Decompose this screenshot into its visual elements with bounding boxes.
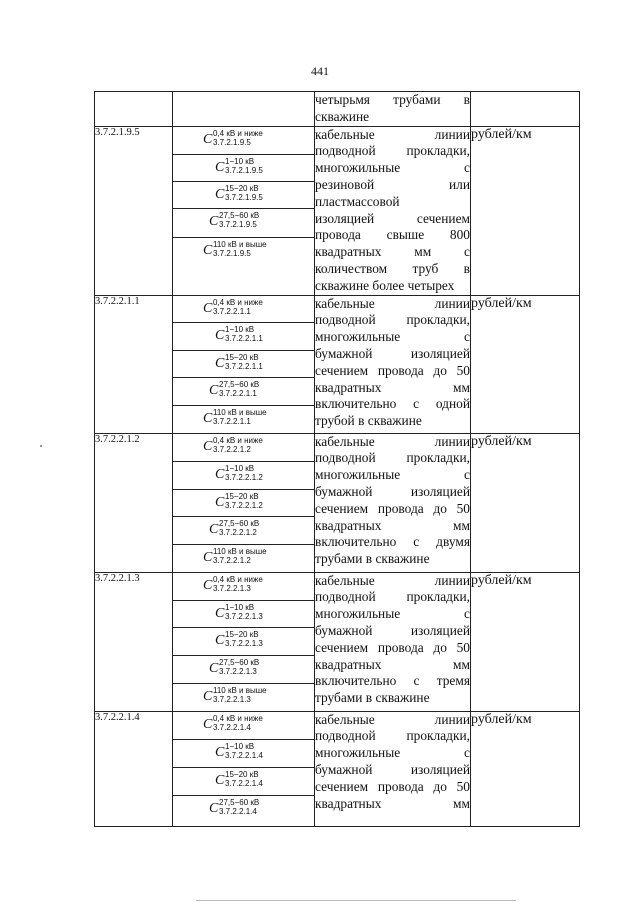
formula-superscript: 0,4 кВ и ниже xyxy=(213,713,263,723)
formula-cell xyxy=(173,126,315,295)
description-line: кабельные линии xyxy=(315,711,470,727)
description-line: квадратных мм xyxy=(315,656,470,672)
unit-cell: рублей/км xyxy=(471,572,580,711)
formula-symbol: C xyxy=(203,300,213,316)
formula-subscript: 3.7.2.2.1.4 xyxy=(213,722,251,732)
formula-superscript: 0,4 кВ и ниже xyxy=(213,128,263,138)
description-line: многожильные с xyxy=(315,329,470,345)
table-row-continuation xyxy=(95,92,580,127)
formula-superscript: 1−10 кВ xyxy=(225,463,255,473)
code-cell: 3.7.2.2.1.4 xyxy=(95,711,173,826)
formula-subscript: 3.7.2.2.1.1 xyxy=(225,361,263,371)
description-line: бумажной изоляцией xyxy=(315,622,470,638)
formula-subscript: 3.7.2.1.9.5 xyxy=(225,165,263,175)
formula-symbol: C xyxy=(215,186,225,202)
formula-symbol: C xyxy=(209,521,219,537)
formula-symbol: C xyxy=(209,382,219,398)
table-row xyxy=(95,572,580,711)
formula-subscript: 3.7.2.1.9.5 xyxy=(213,137,251,147)
formula-symbol: C xyxy=(203,716,213,732)
unit-cell: рублей/км xyxy=(471,711,580,826)
formula-superscript: 27,5−60 кВ xyxy=(219,518,260,528)
description-line: кабельные линии xyxy=(315,295,470,311)
formula-symbol: C xyxy=(215,744,225,760)
formula-superscript: 15−20 кВ xyxy=(225,769,259,779)
formula-symbol: C xyxy=(203,688,213,704)
description-line: подводной прокладки, xyxy=(315,143,470,159)
formula-subscript: 3.7.2.2.1.3 xyxy=(225,611,263,621)
formula-subscript: 3.7.2.2.1.1 xyxy=(213,306,251,316)
description-line: четырьмя трубами в xyxy=(315,92,470,107)
table-row xyxy=(95,433,580,572)
tariff-table xyxy=(94,91,580,827)
formula-subscript: 3.7.2.2.1.3 xyxy=(219,666,257,676)
formula-entry xyxy=(173,740,314,768)
formula-superscript: 15−20 кВ xyxy=(225,491,259,501)
formula-subscript: 3.7.2.1.9.5 xyxy=(225,192,263,202)
formula-superscript: 1−10 кВ xyxy=(225,741,255,751)
description-line: бумажной изоляцией xyxy=(315,483,470,499)
description-line: бумажной изоляцией xyxy=(315,345,470,361)
formula-symbol: C xyxy=(203,549,213,565)
description-line: скважине более четырех xyxy=(315,277,455,293)
description-line: трубой в скважине xyxy=(315,413,422,429)
table-row xyxy=(95,126,580,295)
description-line: кабельные линии xyxy=(315,126,470,142)
description-cell xyxy=(315,92,471,127)
formula-symbol: C xyxy=(209,213,219,229)
description-cell xyxy=(315,711,471,826)
formula-symbol: C xyxy=(215,605,225,621)
formula-entry xyxy=(173,406,314,433)
description-line: подводной прокладки, xyxy=(315,728,470,744)
formula-superscript: 110 кВ и выше xyxy=(213,546,267,556)
description-line: резиновой или xyxy=(315,176,470,192)
formula-entry xyxy=(173,155,314,182)
formula-superscript: 1−10 кВ xyxy=(225,156,255,166)
formula-symbol: C xyxy=(215,632,225,648)
description-line: провода свыше 800 xyxy=(315,227,470,243)
formula-subscript: 3.7.2.2.1.1 xyxy=(225,333,263,343)
formula-symbol: C xyxy=(215,327,225,343)
formula-cell xyxy=(173,295,315,433)
formula-symbol: C xyxy=(215,466,225,482)
formula-symbol: C xyxy=(209,660,219,676)
formula-entry xyxy=(173,768,314,796)
formula-superscript: 110 кВ и выше xyxy=(213,407,267,417)
description-cell xyxy=(315,572,471,711)
description-line: подводной прокладки, xyxy=(315,312,470,328)
formula-cell xyxy=(173,572,315,711)
formula-symbol: C xyxy=(215,159,225,175)
formula-symbol: C xyxy=(203,410,213,426)
formula-entry xyxy=(173,434,314,462)
formula-subscript: 3.7.2.2.1.4 xyxy=(219,806,257,816)
description-cell xyxy=(315,126,471,295)
description-line: бумажной изоляцией xyxy=(315,761,470,777)
code-cell: 3.7.2.2.1.3 xyxy=(95,572,173,711)
formula-entry xyxy=(173,462,314,490)
description-cell xyxy=(315,433,471,572)
formula-symbol: C xyxy=(209,800,219,816)
table-row xyxy=(95,711,580,826)
formula-subscript: 3.7.2.2.1.2 xyxy=(219,527,257,537)
code-cell xyxy=(95,92,173,127)
formula-entry xyxy=(173,127,314,155)
formula-subscript: 3.7.2.1.9.5 xyxy=(213,248,251,258)
formula-symbol: C xyxy=(215,772,225,788)
description-line: сечением провода до 50 xyxy=(315,362,470,378)
formula-entry xyxy=(173,238,314,294)
description-line: сечением провода до 50 xyxy=(315,639,470,655)
formula-entry xyxy=(173,517,314,545)
formula-symbol: C xyxy=(215,494,225,510)
description-line: трубами в скважине xyxy=(315,690,430,706)
description-line: включительно с тремя xyxy=(315,673,470,689)
description-line: включительно с одной xyxy=(315,396,470,412)
formula-superscript: 15−20 кВ xyxy=(225,629,259,639)
unit-cell: рублей/км xyxy=(471,295,580,433)
code-cell: 3.7.2.2.1.1 xyxy=(95,295,173,433)
formula-superscript: 0,4 кВ и ниже xyxy=(213,574,263,584)
description-line: квадратных мм с xyxy=(315,244,470,260)
formula-superscript: 1−10 кВ xyxy=(225,324,255,334)
formula-entry xyxy=(173,628,314,656)
description-line: подводной прокладки, xyxy=(315,450,470,466)
description-line: многожильные с xyxy=(315,160,470,176)
description-line: включительно с двумя xyxy=(315,534,470,550)
formula-entry xyxy=(173,712,314,740)
formula-entry xyxy=(173,296,314,323)
formula-subscript: 3.7.2.2.1.3 xyxy=(225,638,263,648)
formula-superscript: 0,4 кВ и ниже xyxy=(213,297,263,307)
formula-entry xyxy=(173,323,314,351)
formula-subscript: 3.7.2.2.1.2 xyxy=(225,472,263,482)
formula-superscript: 15−20 кВ xyxy=(225,352,259,362)
description-line: подводной прокладки, xyxy=(315,589,470,605)
formula-entry xyxy=(173,573,314,601)
unit-cell: рублей/км xyxy=(471,126,580,295)
description-line: квадратных мм xyxy=(315,379,470,395)
description-line: скважине xyxy=(315,108,370,124)
scan-mark xyxy=(40,445,42,447)
formula-symbol: C xyxy=(203,438,213,454)
formula-subscript: 3.7.2.2.1.3 xyxy=(213,694,251,704)
formula-superscript: 27,5−60 кВ xyxy=(219,657,260,667)
description-line: квадратных мм xyxy=(315,517,470,533)
description-line: многожильные с xyxy=(315,606,470,622)
formula-symbol: C xyxy=(215,355,225,371)
description-line: многожильные с xyxy=(315,467,470,483)
description-line: кабельные линии xyxy=(315,572,470,588)
formula-symbol: C xyxy=(203,131,213,147)
description-cell xyxy=(315,295,471,433)
description-line: изоляцией сечением xyxy=(315,210,470,226)
formula-superscript: 1−10 кВ xyxy=(225,602,255,612)
unit-cell xyxy=(471,92,580,127)
formula-superscript: 27,5−60 кВ xyxy=(219,379,260,389)
formula-subscript: 3.7.2.1.9.5 xyxy=(219,219,257,229)
formula-superscript: 27,5−60 кВ xyxy=(219,210,260,220)
formula-symbol: C xyxy=(203,242,213,258)
formula-superscript: 15−20 кВ xyxy=(225,183,259,193)
page-number: 441 xyxy=(311,64,329,78)
description-line: сечением провода до 50 xyxy=(315,778,470,794)
formula-subscript: 3.7.2.2.1.3 xyxy=(213,583,251,593)
description-line: пластмассовой xyxy=(315,193,400,209)
formula-subscript: 3.7.2.2.1.2 xyxy=(213,555,251,565)
formula-cell xyxy=(173,92,315,127)
description-line: квадратных мм xyxy=(315,795,470,811)
scan-mark xyxy=(196,900,516,901)
description-line: количеством труб в xyxy=(315,260,470,276)
formula-subscript: 3.7.2.2.1.2 xyxy=(225,500,263,510)
formula-cell xyxy=(173,433,315,572)
formula-superscript: 110 кВ и выше xyxy=(213,685,267,695)
formula-entry xyxy=(173,684,314,711)
formula-entry xyxy=(173,490,314,517)
description-line: кабельные линии xyxy=(315,433,470,449)
formula-entry xyxy=(173,796,314,826)
formula-subscript: 3.7.2.2.1.4 xyxy=(225,750,263,760)
formula-entry xyxy=(173,601,314,628)
formula-superscript: 27,5−60 кВ xyxy=(219,797,260,807)
formula-subscript: 3.7.2.2.1.4 xyxy=(225,778,263,788)
formula-subscript: 3.7.2.2.1.1 xyxy=(213,416,251,426)
formula-entry xyxy=(173,378,314,406)
formula-superscript: 110 кВ и выше xyxy=(213,239,267,249)
code-cell: 3.7.2.1.9.5 xyxy=(95,126,173,295)
unit-cell: рублей/км xyxy=(471,433,580,572)
description-line: многожильные с xyxy=(315,745,470,761)
formula-cell xyxy=(173,711,315,826)
formula-entry xyxy=(173,656,314,684)
description-line: сечением провода до 50 xyxy=(315,500,470,516)
code-cell: 3.7.2.2.1.2 xyxy=(95,433,173,572)
formula-entry xyxy=(173,209,314,238)
formula-symbol: C xyxy=(203,577,213,593)
table-row xyxy=(95,295,580,433)
description-line: трубами в скважине xyxy=(315,551,430,567)
formula-entry xyxy=(173,351,314,378)
formula-subscript: 3.7.2.2.1.2 xyxy=(213,444,251,454)
formula-subscript: 3.7.2.2.1.1 xyxy=(219,388,257,398)
formula-superscript: 0,4 кВ и ниже xyxy=(213,435,263,445)
formula-entry xyxy=(173,545,314,572)
formula-entry xyxy=(173,182,314,209)
